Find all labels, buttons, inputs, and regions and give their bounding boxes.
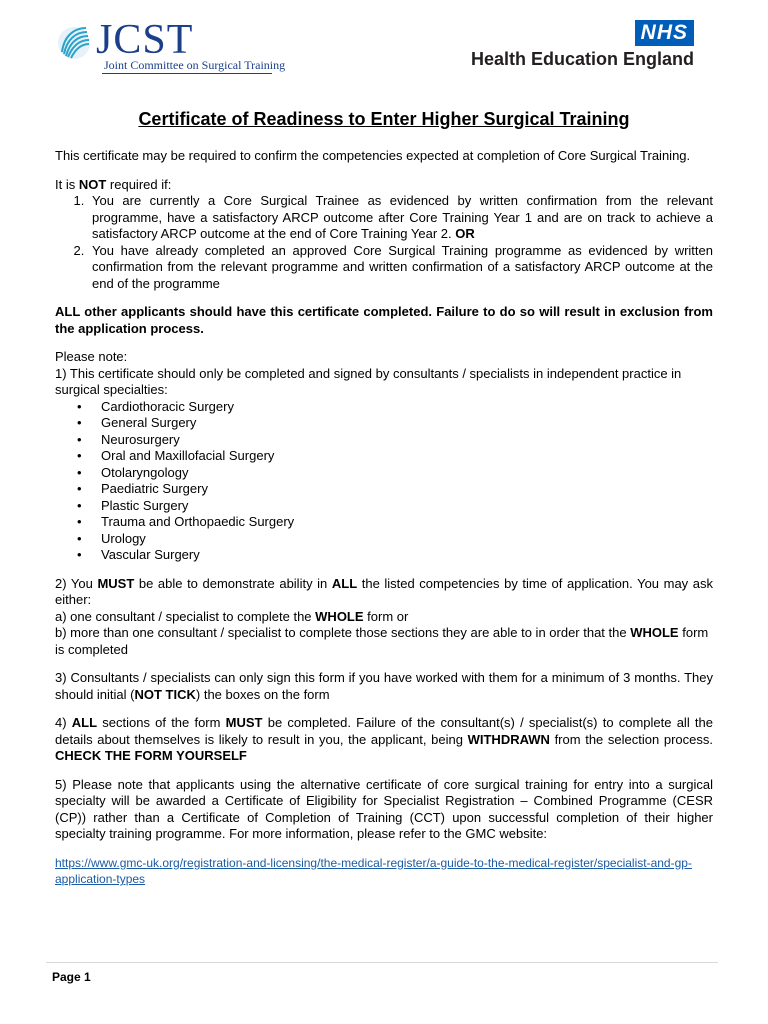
specialty-name: Otolaryngology	[101, 464, 189, 480]
list-item	[77, 464, 713, 482]
list-item	[77, 530, 713, 548]
not-required-lead: It is NOT required if:	[55, 176, 172, 192]
bullet-icon: •	[77, 398, 82, 414]
jcst-logo	[56, 17, 296, 76]
specialty-name: Urology	[101, 530, 146, 546]
document-body	[55, 108, 713, 888]
note-heading: Please note:	[55, 349, 128, 364]
gmc-website-link[interactable]: https://www.gmc-uk.org/registration-and-licensing/the-medical-register/a-guide-to-the-medical-register/specialist-and-gp-application-types	[55, 855, 692, 886]
list-item: 1. You are currently a Core Surgical Trainee as evidenced by written confirmation from the relevant programme, have a satisfactory ARCP outcome after Core Training Year 1 and are on track to achieve a satisfactory ARCP outcome at the end of Core Training Year 2. OR	[88, 193, 713, 243]
note-2-option-b: b) more than one consultant / specialist to complete those sections they are able to in order that the WHOLE form is completed	[55, 625, 709, 657]
specialty-name: Paediatric Surgery	[101, 481, 208, 496]
warning-paragraph: ALL other applicants should have this certificate completed. Failure to do so will result in exclusion from the application process.	[55, 304, 713, 336]
page-footer	[46, 962, 718, 984]
page-number: Page 1	[52, 970, 91, 984]
list-item	[77, 514, 713, 531]
note-5: 5) Please note that applicants using the alternative certificate of core surgical training for entry into a surgical specialty will be awarded a Certificate of Eligibility for Specialist Registration – Combined Programme (CESR (CP)) rather than a Certificate of Completion of Training (CCT) upon successful completion of their higher specialty training programme. For more information, please refer to the GMC website:	[55, 776, 713, 841]
specialty-name: Trauma and Orthopaedic Surgery	[101, 514, 295, 529]
note-2-option-a: a) one consultant / specialist to complete the WHOLE form or	[55, 608, 409, 624]
note-3: 3) Consultants / specialists can only sign this form if you have worked with them for a minimum of 3 months. They should initial (NOT TICK) the boxes on the form	[55, 670, 713, 702]
bullet-icon: •	[77, 481, 82, 496]
list-item	[77, 448, 713, 465]
specialty-name: Oral and Maxillofacial Surgery	[101, 448, 275, 463]
list-item: 2. You have already completed an approved Core Surgical Training programme as evidenced by written confirmation from the relevant programme and written confirmation of a satisfactory ARCP outcome at the end of the programme	[88, 243, 713, 293]
intro-paragraph: This certificate may be required to confirm the competencies expected at completion of Core Surgical Training.	[55, 148, 691, 163]
specialty-name: Cardiothoracic Surgery	[101, 398, 234, 414]
specialty-name: Plastic Surgery	[101, 497, 189, 513]
note-4: 4) ALL sections of the form MUST be completed. Failure of the consultant(s) / specialist(s) to complete all the details about themselves is likely to result in you, the applicant, being WITHDRAWN from the selection process. CHECK THE FORM YOURSELF	[55, 715, 713, 763]
bullet-icon: •	[77, 431, 82, 447]
specialty-name: Neurosurgery	[101, 431, 180, 447]
document-title: Certificate of Readiness to Enter Higher Surgical Training	[138, 109, 630, 129]
jcst-emblem-icon	[56, 22, 92, 64]
specialty-name: General Surgery	[101, 415, 197, 430]
bullet-icon: •	[77, 448, 82, 463]
specialty-name: Vascular Surgery	[101, 547, 200, 562]
jcst-underline	[102, 73, 272, 74]
bullet-icon: •	[77, 530, 82, 546]
nhs-badge: NHS	[635, 20, 694, 46]
nhs-hee-logo	[464, 20, 694, 70]
jcst-wordmark: JCST	[96, 17, 194, 63]
jcst-full-name: Joint Committee on Surgical Training	[104, 58, 286, 72]
bullet-icon: •	[77, 547, 82, 562]
list-item	[77, 431, 713, 449]
list-item	[77, 497, 713, 515]
bullet-icon: •	[77, 464, 82, 480]
note-2: 2) You MUST be able to demonstrate ability in ALL the listed competencies by time of application. You may ask either:	[55, 575, 713, 607]
specialty-list	[55, 399, 713, 564]
note-1: 1) This certificate should only be completed and signed by consultants / specialists in independent practice in surgical specialties:	[55, 365, 682, 397]
list-item	[77, 398, 713, 416]
nhs-org-name: Health Education England	[470, 49, 694, 69]
bullet-icon: •	[77, 497, 82, 513]
bullet-icon: •	[77, 415, 82, 430]
list-item	[77, 547, 713, 564]
bullet-icon: •	[77, 514, 82, 529]
not-required-list	[55, 193, 713, 292]
list-item	[77, 415, 713, 432]
list-item	[77, 481, 713, 498]
